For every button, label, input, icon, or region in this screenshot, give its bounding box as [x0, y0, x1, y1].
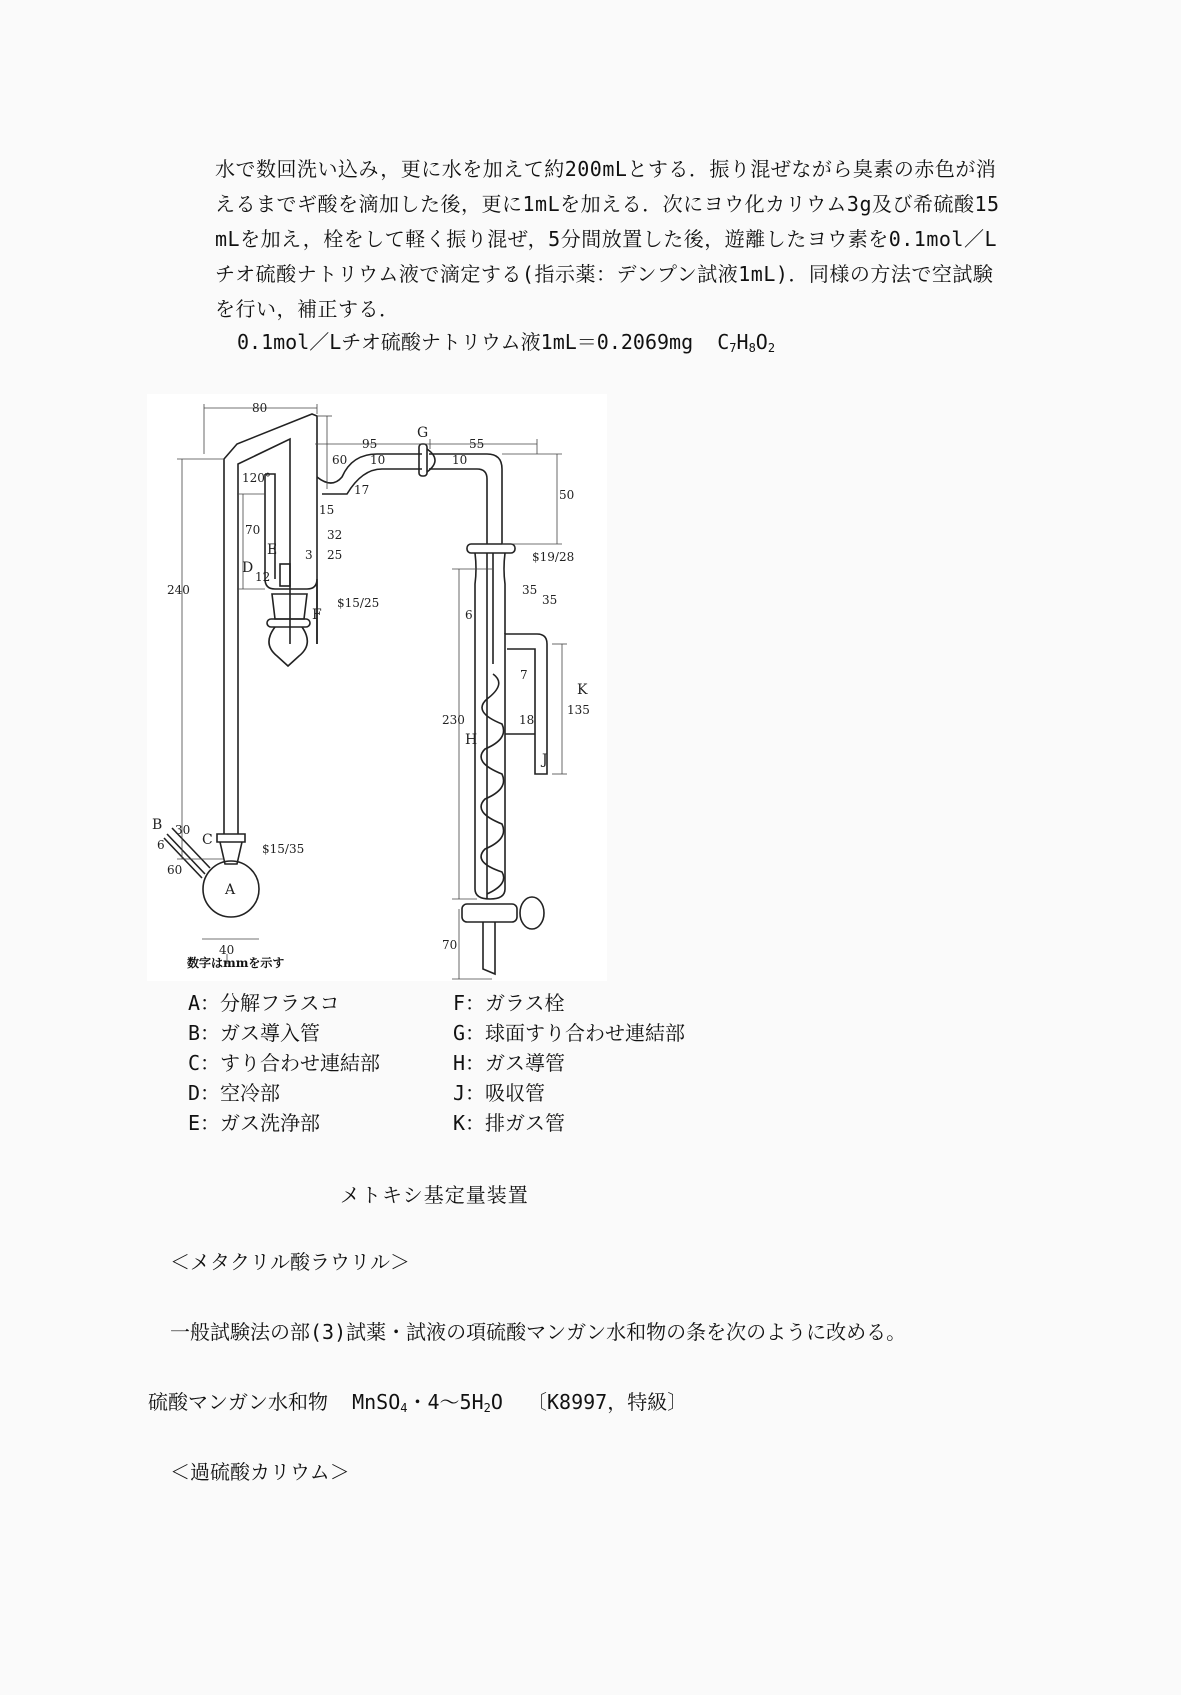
- svg-text:230: 230: [442, 713, 465, 727]
- legend-item: F：ガラス栓: [453, 991, 565, 1015]
- section-heading-lauryl-methacrylate: ＜メタクリル酸ラウリル＞: [170, 1250, 410, 1274]
- amendment-text: 一般試験法の部(3)試薬・試液の項硫酸マンガン水和物の条を次のように改める。: [170, 1320, 907, 1344]
- equivalence-text: 0.1mol／Lチオ硫酸ナトリウム液1mL＝0.2069mg: [237, 330, 694, 354]
- svg-text:6: 6: [465, 608, 473, 622]
- svg-text:60: 60: [167, 863, 183, 877]
- apparatus-diagram: [147, 394, 607, 981]
- equivalence-statement: [237, 327, 775, 363]
- svg-text:55: 55: [469, 437, 485, 451]
- svg-text:40: 40: [219, 943, 235, 957]
- svg-text:135: 135: [567, 703, 590, 717]
- svg-text:7: 7: [520, 668, 528, 682]
- procedure-line: えるまでギ酸を滴加した後，更に1mLを加える．次にヨウ化カリウム3g及び希硫酸15: [215, 192, 1000, 216]
- svg-text:18: 18: [519, 713, 535, 727]
- procedure-line: チオ硫酸ナトリウム液で滴定する(指示薬：デンプン試液1mL)．同様の方法で空試験: [215, 262, 994, 286]
- label-c: C: [202, 832, 213, 848]
- label-a: A: [225, 882, 236, 898]
- svg-text:3: 3: [305, 548, 313, 562]
- svg-text:70: 70: [245, 523, 261, 537]
- label-j: J: [542, 752, 548, 768]
- svg-text:12: 12: [255, 570, 271, 584]
- legend-item: C：すり合わせ連結部: [188, 1051, 381, 1075]
- legend-item: J：吸収管: [453, 1081, 546, 1105]
- label-k: K: [577, 682, 588, 698]
- svg-text:30: 30: [175, 823, 191, 837]
- legend-column-right: [453, 988, 685, 1138]
- svg-text:32: 32: [327, 528, 343, 542]
- reagent-name: 硫酸マンガン水和物: [148, 1390, 328, 1414]
- label-e: E: [267, 542, 278, 558]
- legend-item: A：分解フラスコ: [188, 991, 340, 1015]
- svg-text:15: 15: [319, 503, 335, 517]
- procedure-line: mLを加え，栓をして軽く振り混ぜ，5分間放置した後，遊離したヨウ素を0.1mol／L: [215, 227, 998, 251]
- svg-text:25: 25: [327, 548, 343, 562]
- label-h: H: [465, 732, 478, 748]
- svg-text:120°: 120°: [242, 471, 271, 485]
- svg-text:35: 35: [542, 593, 558, 607]
- chemical-formula: $C_7H_8O_2$: [717, 330, 776, 355]
- methoxy-apparatus-drawing: [147, 394, 607, 981]
- legend-item: G：球面すり合わせ連結部: [453, 1021, 686, 1045]
- procedure-line: を行い，補正する．: [215, 297, 400, 321]
- joint-label: $15/35: [262, 842, 305, 856]
- legend-item: H：ガス導管: [453, 1051, 566, 1075]
- legend-item: K：排ガス管: [453, 1111, 566, 1135]
- svg-text:70: 70: [442, 938, 458, 952]
- legend-item: E：ガス洗浄部: [188, 1111, 321, 1135]
- reagent-spec: [148, 1387, 687, 1423]
- svg-text:50: 50: [559, 488, 575, 502]
- label-g: G: [417, 425, 429, 441]
- svg-text:240: 240: [167, 583, 190, 597]
- joint-label: $15/25: [337, 596, 380, 610]
- svg-text:35: 35: [522, 583, 538, 597]
- procedure-paragraph: [215, 152, 1040, 327]
- reagent-formula: MnSO$_4$・$4\sim 5H_2O$: [352, 1390, 503, 1415]
- svg-text:80: 80: [252, 401, 268, 415]
- svg-text:95: 95: [362, 437, 378, 451]
- svg-text:10: 10: [370, 453, 386, 467]
- procedure-line: 水で数回洗い込み，更に水を加えて約200mLとする．振り混ぜながら臭素の赤色が消: [215, 157, 997, 181]
- legend-column-left: [188, 988, 380, 1138]
- legend-item: B：ガス導入管: [188, 1021, 321, 1045]
- reagent-reference: 〔K8997，特級〕: [527, 1390, 688, 1414]
- label-f: F: [312, 607, 322, 623]
- svg-text:60: 60: [332, 453, 348, 467]
- legend-item: D：空冷部: [188, 1081, 281, 1105]
- figure-caption: メトキシ基定量装置: [340, 1183, 529, 1207]
- figure-unit-note: 数字はmmを示す: [187, 956, 285, 970]
- section-heading-potassium-persulfate: ＜過硫酸カリウム＞: [170, 1460, 350, 1484]
- joint-label: $19/28: [532, 550, 575, 564]
- label-d: D: [242, 560, 254, 576]
- label-b: B: [152, 817, 163, 833]
- svg-text:17: 17: [354, 483, 370, 497]
- svg-text:10: 10: [452, 453, 468, 467]
- svg-text:6: 6: [157, 838, 165, 852]
